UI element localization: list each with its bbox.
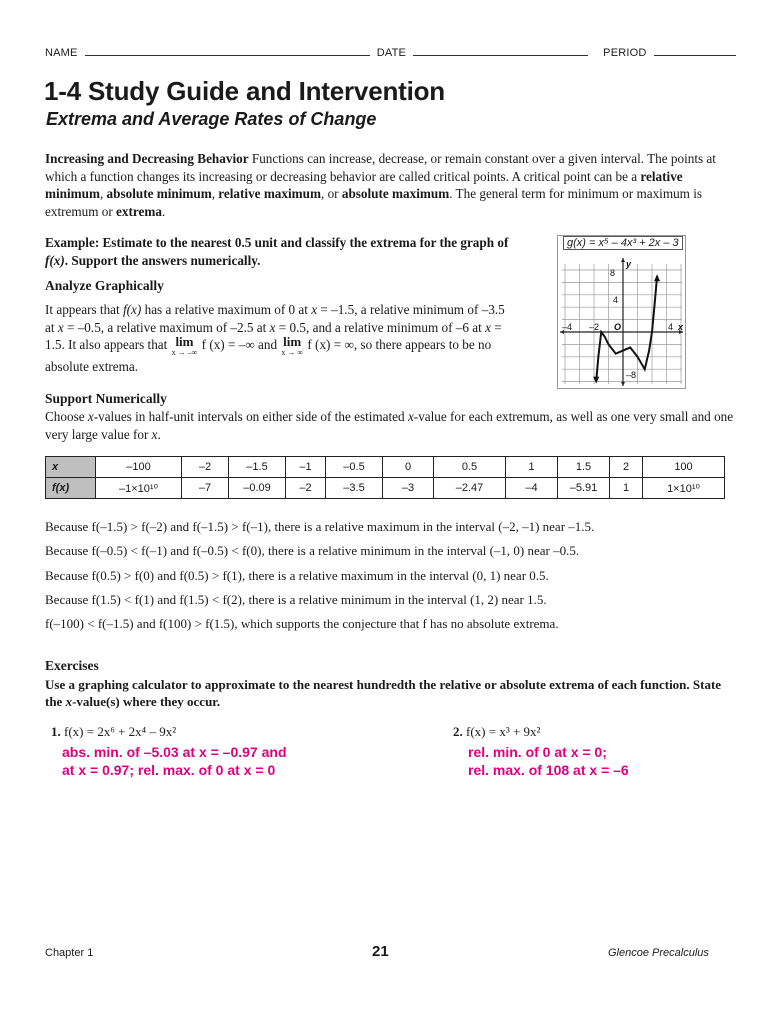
analyze-text: = 1.5. It also appears that — [45, 319, 502, 352]
intro-text: Functions can increase, decrease, or remain constant over a given interval. The points at which a function changes its increasing or decreasing behavior are called critical points. A critical point can be a — [45, 151, 716, 184]
instructions-text: -value(s) where they occur. — [72, 694, 221, 709]
table-cell: 0 — [383, 457, 434, 478]
answer-2-line-2: rel. max. of 108 at x = –6 — [468, 762, 629, 778]
table-row-fx — [46, 478, 725, 499]
y-axis-arrow — [621, 258, 625, 262]
table-cell: 1.5 — [558, 457, 610, 478]
graph-equation: g(x) = x⁵ – 4x³ + 2x – 3 — [563, 236, 683, 250]
table-cell: –100 — [96, 457, 182, 478]
x-tick-4: 4 — [668, 322, 674, 332]
example-text: Estimate to the nearest 0.5 unit and classify the extrema for the graph of — [99, 235, 509, 250]
analyze-text: = –0.5, a relative maximum of –2.5 at — [63, 319, 270, 335]
period-label: PERIOD — [603, 47, 647, 59]
because-statement-2: Because f(–0.5) < f(–1) and f(–0.5) < f(0), there is a relative minimum in the interval (–1, 0) near –0.5. — [45, 543, 580, 558]
because-statement-4: Because f(1.5) < f(1) and f(1.5) < f(2), there is a relative minimum in the interval (1, 2) near 1.5. — [45, 592, 547, 607]
analyze-text: has a relative maximum of 0 at — [141, 302, 312, 317]
var-x: x — [151, 426, 158, 442]
table-cell: –2 — [182, 457, 229, 478]
term-absolute-maximum: absolute maximum — [341, 186, 450, 201]
because-statement-3: Because f(0.5) > f(0) and f(0.5) > f(1), there is a relative maximum in the interval (0, 1) near 0.5. — [45, 568, 549, 583]
example-fx: f(x) — [45, 252, 65, 268]
table-cell: –3 — [383, 478, 434, 499]
exercises-heading: Exercises — [45, 658, 99, 673]
problem-2 — [453, 724, 540, 740]
example-label: Example: — [45, 235, 100, 250]
answer-1-line-2: at x = 0.97; rel. max. of 0 at x = 0 — [62, 762, 276, 778]
footer-book-title: Glencoe Precalculus — [608, 947, 709, 959]
function-graph — [558, 236, 685, 388]
curve-arrow-top — [654, 274, 660, 281]
table-cell: 1 — [610, 478, 643, 499]
analyze-text: f (x) = –∞ and — [198, 337, 281, 352]
origin-label: O — [614, 322, 622, 332]
term-relative-maximum: relative maximum — [218, 186, 321, 201]
date-label: DATE — [376, 47, 407, 59]
problem-number: 2. — [453, 724, 463, 739]
intro-text: , — [99, 186, 107, 201]
table-cell: –2.47 — [434, 478, 506, 499]
footer-chapter: Chapter 1 — [45, 947, 94, 959]
support-heading: Support Numerically — [45, 391, 167, 406]
support-text: Choose — [45, 409, 88, 424]
support-paragraph — [45, 408, 735, 443]
lim-label: lim — [175, 334, 194, 349]
row-header-fx: f(x) — [46, 478, 96, 499]
limit-pos-infinity — [281, 336, 303, 358]
analyze-text: = –1.5, a relative minimum of –3.5 at — [45, 302, 505, 335]
date-blank[interactable] — [413, 46, 588, 56]
row-header-x: x — [46, 457, 96, 478]
table-cell: –4 — [506, 478, 558, 499]
analyze-paragraph — [45, 301, 517, 376]
table-cell: –7 — [182, 478, 229, 499]
y-tick-8: 8 — [610, 268, 616, 278]
table-cell: –1.5 — [229, 457, 286, 478]
lim-subscript: x → –∞ — [171, 348, 198, 357]
var-x: x — [57, 319, 64, 335]
term-extrema: extrema — [116, 203, 162, 219]
y-tick-4: 4 — [613, 295, 619, 305]
instructions-text: Use a graphing calculator to approximate to the nearest hundredth the relative or absolute extrema of each function. State the — [45, 677, 722, 709]
example-prompt — [45, 234, 515, 269]
analyze-heading: Analyze Graphically — [45, 278, 164, 293]
table-cell: 1×10¹⁰ — [643, 478, 725, 499]
problem-expression: f(x) = x³ + 9x² — [466, 724, 541, 739]
name-label: NAME — [45, 47, 78, 59]
page-subtitle: Extrema and Average Rates of Change — [46, 109, 377, 129]
var-x: x — [87, 409, 94, 424]
function-curve — [596, 276, 657, 381]
y-axis-arrow-bottom — [621, 382, 625, 386]
analyze-fx: f(x) — [123, 302, 142, 317]
support-text: -values in half-unit intervals on either side of the estimated — [93, 409, 408, 424]
intro-paragraph — [45, 150, 725, 220]
page-title: 1-4 Study Guide and Intervention — [44, 76, 445, 106]
lim-subscript: x → ∞ — [281, 348, 304, 357]
because-statement-5: f(–100) < f(–1.5) and f(100) > f(1.5), which supports the conjecture that f has no absolute extrema. — [45, 616, 559, 631]
values-table — [45, 456, 725, 499]
support-text: . — [157, 426, 161, 442]
y-axis-label: y — [626, 259, 632, 269]
intro-text: . The general term for minimum or maximum is extremum or — [45, 186, 703, 219]
problem-expression: f(x) = 2x⁶ + 2x⁴ – 9x² — [64, 724, 177, 739]
problem-number: 1. — [51, 724, 61, 739]
var-x: x — [65, 694, 73, 709]
table-cell: 1 — [506, 457, 558, 478]
because-statement-1: Because f(–1.5) > f(–2) and f(–1.5) > f(–1), there is a relative maximum in the interval (–2, –1) near –1.5. — [45, 519, 595, 534]
answer-1-line-1: abs. min. of –5.03 at x = –0.97 and — [62, 744, 287, 760]
answer-2-line-1: rel. min. of 0 at x = 0; — [468, 744, 607, 760]
support-text: -value for each extremum, as well as one very small and one very large value for — [45, 409, 734, 442]
header-fields — [45, 46, 725, 59]
limit-neg-infinity — [172, 336, 198, 358]
var-x: x — [269, 319, 276, 335]
name-blank[interactable] — [85, 46, 370, 56]
intro-heading: Increasing and Decreasing Behavior — [45, 151, 249, 166]
table-cell: 0.5 — [434, 457, 506, 478]
intro-text: . — [161, 203, 166, 219]
table-cell: –0.09 — [229, 478, 286, 499]
x-axis-label: x — [678, 322, 684, 332]
exercises-instructions — [45, 676, 725, 710]
period-blank[interactable] — [654, 46, 736, 56]
table-cell: –3.5 — [326, 478, 383, 499]
problem-1 — [51, 724, 176, 740]
table-row-x — [46, 457, 725, 478]
table-cell: –2 — [286, 478, 326, 499]
y-tick-neg8: –8 — [626, 370, 637, 380]
table-cell: –1 — [286, 457, 326, 478]
analyze-text: = 0.5, and a relative minimum of –6 at — [275, 319, 486, 335]
var-x: x — [485, 319, 491, 335]
graph-frame — [557, 235, 686, 389]
lim-label: lim — [283, 334, 302, 349]
footer-page-number: 21 — [372, 943, 389, 960]
intro-text: , — [211, 186, 219, 201]
analyze-text: f (x) = ∞, so there appears to be no absolute extrema. — [45, 337, 492, 374]
table-cell: 100 — [643, 457, 725, 478]
analyze-text: It appears that — [45, 302, 123, 317]
table-cell: 2 — [610, 457, 643, 478]
term-absolute-minimum: absolute minimum — [106, 186, 212, 201]
table-cell: –0.5 — [326, 457, 383, 478]
term-relative-minimum: relative minimum — [45, 168, 683, 201]
var-x: x — [311, 302, 318, 317]
example-text: . Support the answers numerically. — [64, 252, 261, 268]
var-x: x — [407, 409, 414, 424]
x-tick-neg2: –2 — [589, 322, 600, 332]
table-cell: –5.91 — [558, 478, 610, 499]
x-tick-neg4: –4 — [562, 322, 573, 332]
table-cell: –1×10¹⁰ — [96, 478, 182, 499]
intro-text: , or — [320, 186, 342, 201]
